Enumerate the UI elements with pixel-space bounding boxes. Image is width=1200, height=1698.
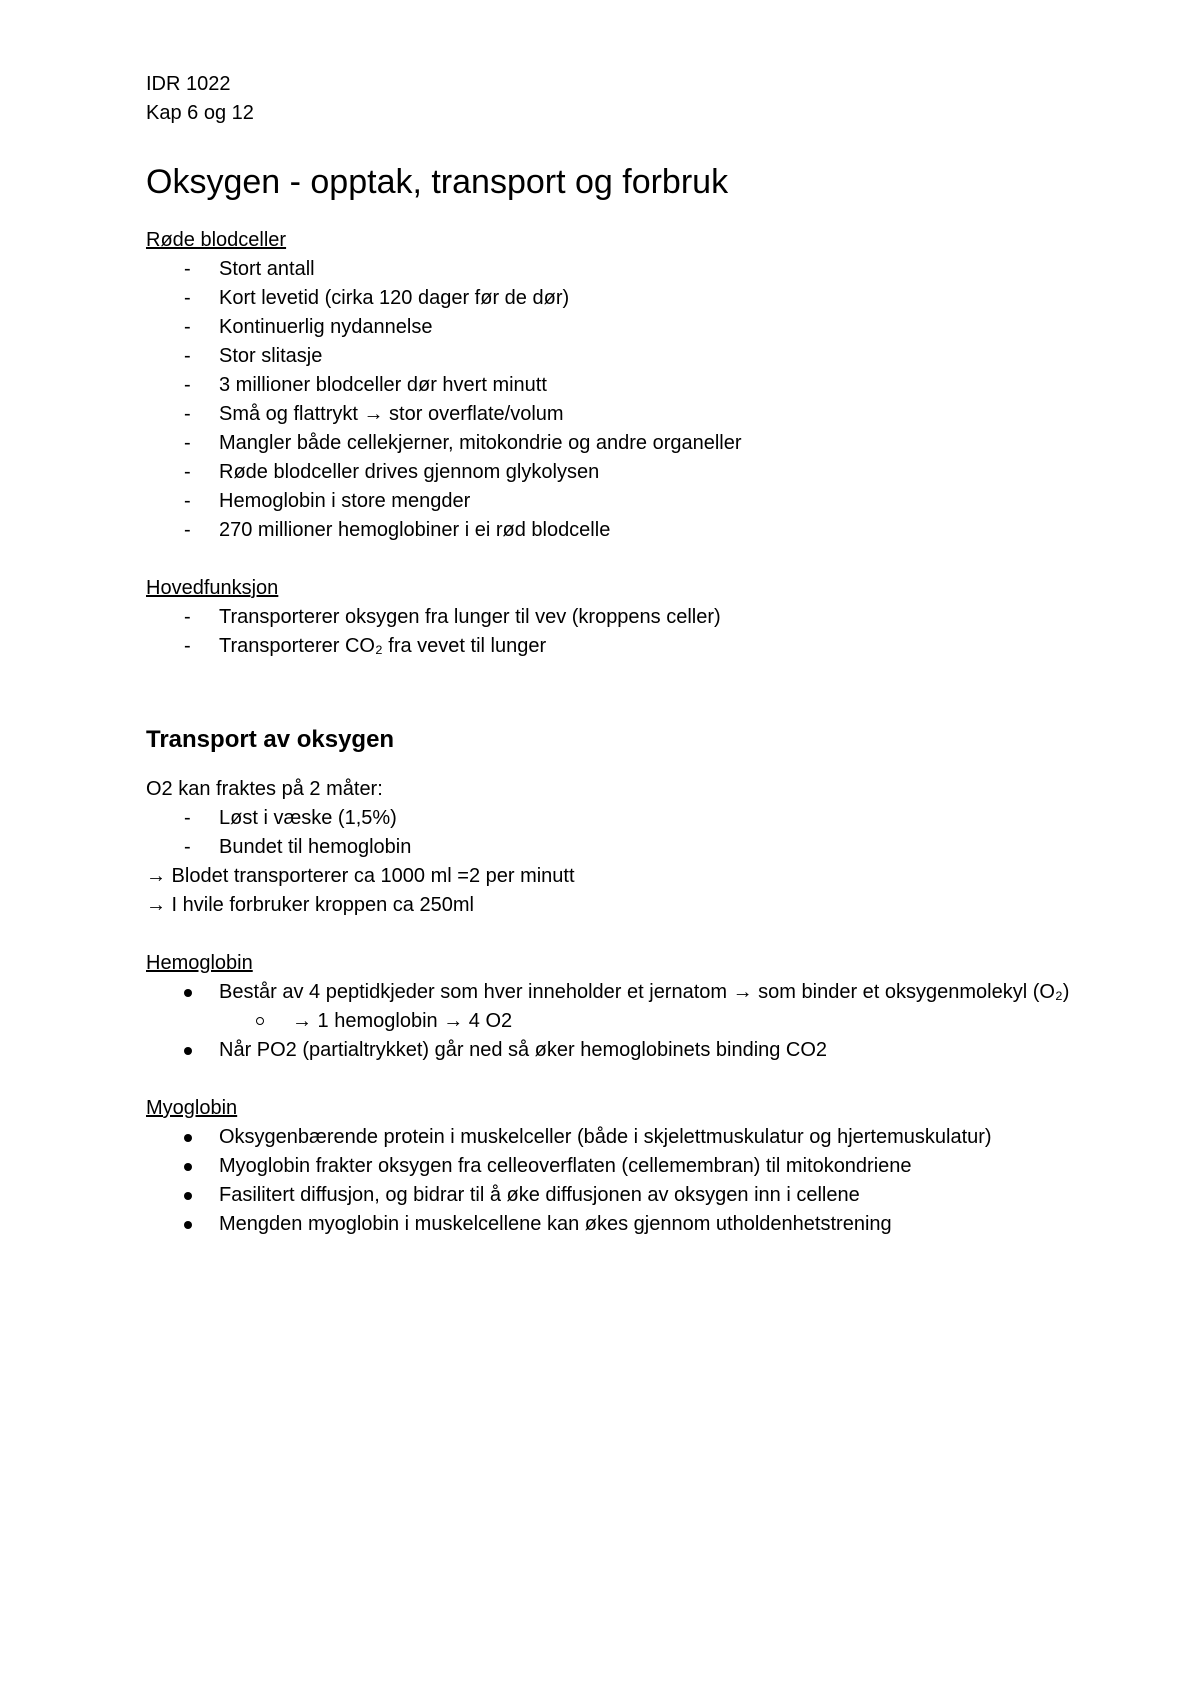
section-heading-transport: Transport av oksygen <box>146 726 395 753</box>
arrow-line: → I hvile forbruker kroppen ca 250ml <box>146 894 474 916</box>
list-item: Myoglobin frakter oksygen fra celleoverflaten (cellemembran) til mitokondriene <box>146 1152 1076 1181</box>
bullet-marker <box>184 1047 192 1055</box>
spacer <box>146 545 1076 574</box>
bullet-marker <box>184 1221 192 1229</box>
spacer <box>146 1065 1076 1094</box>
list-item: - Stort antall <box>146 255 1076 284</box>
circle-marker <box>256 1017 264 1025</box>
dash-marker: - <box>184 432 191 454</box>
list-item: - Mangler både cellekjerner, mitokondrie og andre organeller <box>146 429 1076 458</box>
hemoglobin-list <box>146 978 1076 1007</box>
list-item: - Røde blodceller drives gjennom glykolysen <box>146 458 1076 487</box>
list-item: Fasilitert diffusjon, og bidrar til å øke diffusjonen av oksygen inn i cellene <box>146 1181 1076 1210</box>
chapter-label: Kap 6 og 12 <box>146 102 254 124</box>
bullet-marker <box>184 1163 192 1171</box>
list-item: Mengden myoglobin i muskelcellene kan økes gjennom utholdenhetstrening <box>146 1210 1076 1239</box>
list-item: - Kontinuerlig nydannelse <box>146 313 1076 342</box>
dash-marker: - <box>184 519 191 541</box>
dash-marker: - <box>184 490 191 512</box>
dash-marker: - <box>184 403 191 425</box>
dash-marker: - <box>184 258 191 280</box>
list-item: - Transporterer CO₂ fra vevet til lunger <box>146 632 1076 661</box>
spacer <box>146 920 1076 949</box>
myoglobin-list <box>146 1123 1076 1239</box>
document-page <box>146 70 1076 1239</box>
list-item: - 270 millioner hemoglobiner i ei rød blodcelle <box>146 516 1076 545</box>
red-cells-list <box>146 255 1076 545</box>
dash-marker: - <box>184 606 191 628</box>
list-item: Når PO2 (partialtrykket) går ned så øker hemoglobinets binding CO2 <box>146 1036 1076 1065</box>
list-item: - Transporterer oksygen fra lunger til vev (kroppens celler) <box>146 603 1076 632</box>
dash-marker: - <box>184 807 191 829</box>
dash-marker: - <box>184 635 191 657</box>
list-item: - Hemoglobin i store mengder <box>146 487 1076 516</box>
section-label-hemoglobin: Hemoglobin <box>146 952 253 974</box>
dash-marker: - <box>184 316 191 338</box>
course-code: IDR 1022 <box>146 73 231 95</box>
list-item: - Kort levetid (cirka 120 dager før de dør) <box>146 284 1076 313</box>
dash-marker: - <box>184 287 191 309</box>
bullet-marker <box>184 1134 192 1142</box>
arrow-line: → Blodet transporterer ca 1000 ml =2 per minutt <box>146 865 575 887</box>
document-title: Oksygen - opptak, transport og forbruk <box>146 163 729 201</box>
dash-marker: - <box>184 836 191 858</box>
dash-marker: - <box>184 461 191 483</box>
bullet-marker <box>184 989 192 997</box>
list-item: Oksygenbærende protein i muskelceller (både i skjelettmuskulatur og hjertemuskulatur) <box>146 1123 1076 1152</box>
section-label-myoglobin: Myoglobin <box>146 1097 238 1119</box>
transport-intro: O2 kan fraktes på 2 måter: <box>146 778 383 800</box>
bullet-marker <box>184 1192 192 1200</box>
transport-list <box>146 804 1076 862</box>
section-label-main-function: Hovedfunksjon <box>146 577 279 599</box>
dash-marker: - <box>184 374 191 396</box>
list-item: → 1 hemoglobin → 4 O2 <box>146 1007 1076 1036</box>
hemoglobin-list-2 <box>146 1036 1076 1065</box>
list-item: - Løst i væske (1,5%) <box>146 804 1076 833</box>
list-item: - Små og flattrykt → stor overflate/volum <box>146 400 1076 429</box>
list-item: - Stor slitasje <box>146 342 1076 371</box>
main-function-list <box>146 603 1076 661</box>
list-item: Består av 4 peptidkjeder som hver inneholder et jernatom → som binder et oksygenmolekyl (O₂) <box>146 978 1076 1007</box>
dash-marker: - <box>184 345 191 367</box>
hemoglobin-sublist <box>146 1007 1076 1036</box>
section-label-red-cells: Røde blodceller <box>146 229 287 251</box>
list-item: - 3 millioner blodceller dør hvert minutt <box>146 371 1076 400</box>
list-item: - Bundet til hemoglobin <box>146 833 1076 862</box>
